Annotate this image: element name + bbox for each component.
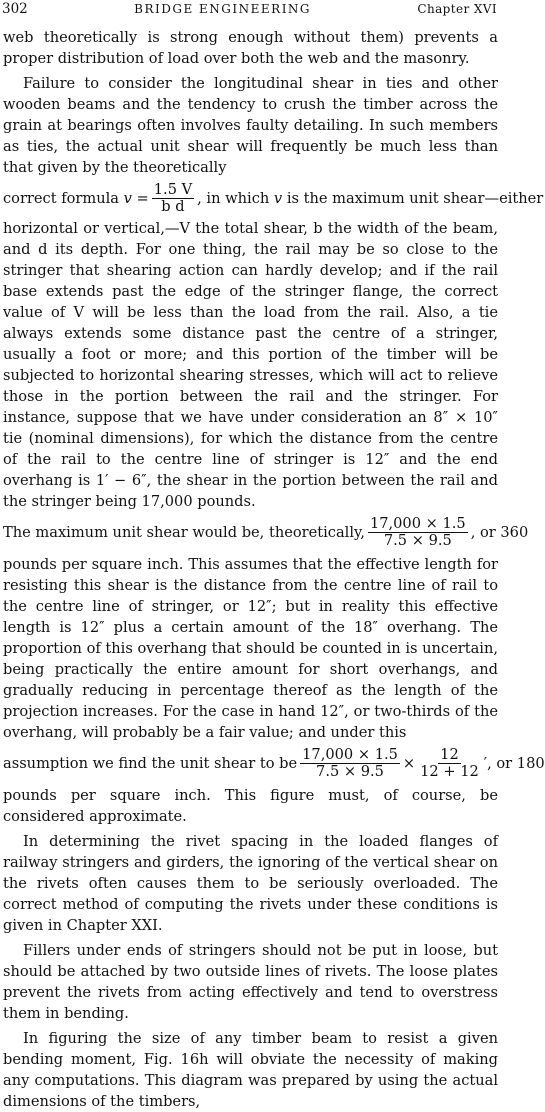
formula-line-1 xyxy=(3,180,544,216)
text-span: , in which xyxy=(197,189,270,207)
page-header xyxy=(2,1,497,21)
formula-line-2 xyxy=(3,512,529,552)
paragraph-2-lead: Failure to consider the longitudinal shear in ties and other wooden beams and the tendency to crush the timber across the grain at bearings often involves faulty detailing. In such members as ties, the actual unit shear will frequently be much less than that given by the theoretically xyxy=(3,75,498,176)
unit-shear-fraction xyxy=(300,747,400,780)
fraction-denominator: 12 + 12 xyxy=(420,762,479,780)
paragraph-2 xyxy=(3,73,545,827)
shear-formula-fraction xyxy=(152,182,194,215)
running-title: BRIDGE ENGINEERING xyxy=(134,2,312,16)
max-shear-fraction xyxy=(368,516,468,549)
text-span: is the maximum unit shear—either xyxy=(286,189,544,207)
formula-lhs: v = xyxy=(123,189,149,207)
fraction-numerator: 17,000 × 1.5 xyxy=(369,514,466,532)
paragraph-2-body: horizontal or vertical,—V the total shear, b the width of the beam, and d its depth. For one thing, the rail may be so close to the stringer that shearing action can hardly develop; and if the rail base extends past the edge of the stringer flange, the correct value of V will be less than the load from the rail. Also, a tie always extends some distance past the centre of a stringer, usually a foot or more; and this portion of the timber will be subjected to horizontal shearing stresses, which will act to relieve those in the portion between the rail and the stringer. For instance, suppose that we have under consideration an 8″ × 10″ tie (nominal dimensions), for which the distance from the centre of the rail to the centre line of stringer is 12″ and the end overhang is 1′ − 6″, the shear in the portion between the rail and the stringer being 17,000 pounds. xyxy=(3,220,498,510)
length-ratio-fraction xyxy=(418,747,481,780)
formula-line-3 xyxy=(3,743,545,783)
page-number: 302 xyxy=(2,1,28,17)
paragraph-5: In figuring the size of any timber beam to resist a given bending moment, Fig. 16h will obviate the necessity of making any computations. This diagram was prepared by using the actual dimensions of the timbers, xyxy=(3,1030,498,1110)
page-body xyxy=(3,27,545,1112)
fraction-numerator: 12 xyxy=(440,745,459,763)
fraction-denominator: 7.5 × 9.5 xyxy=(383,531,452,549)
fraction-denominator: 7.5 × 9.5 xyxy=(316,762,384,780)
paragraph-2-continued: pounds per square inch. This assumes that the effective length for resisting this shear is the distance from the centre line of rail to the centre line of stringer, or 12″; but in reality this effective length is 12″ plus a certain amount of the 18″ overhang. The proportion of this overhang that should be counted in is uncertain, being practically the entire amount for short overhangs, and gradually reducing in percentage thereof as the length of the projection increases. For the case in hand 12″, or two-thirds of the overhang, will probably be a fair value; and under this xyxy=(3,556,498,741)
text-span: correct formula xyxy=(3,189,119,207)
paragraph-1: web theoretically is strong enough without them) prevents a proper distribution of load over both the web and the masonry. xyxy=(3,29,498,67)
fraction-denominator: b d xyxy=(161,197,185,215)
text-span: The maximum unit shear would be, theoretically, xyxy=(3,523,365,541)
variable-v: v xyxy=(273,189,283,207)
fraction-numerator: 17,000 × 1.5 xyxy=(302,745,398,763)
multiply-sign: × xyxy=(402,754,416,772)
paragraph-3: In determining the rivet spacing in the loaded flanges of railway stringers and girders, the ignoring of the vertical shear on the rivets often causes them to be seriously overloaded. The correct method of computing the rivets under these conditions is given in Chapter XXI. xyxy=(3,833,498,934)
text-span: ′, or 180 xyxy=(483,754,545,772)
fraction-numerator: 1.5 V xyxy=(153,180,193,198)
chapter-label: Chapter XVI xyxy=(417,2,497,16)
paragraph-4: Fillers under ends of stringers should not be put in loose, but should be attached by two outside lines of rivets. The loose plates prevent the rivets from acting effectively and tend to overstress them in bending. xyxy=(3,942,498,1022)
text-span: assumption we find the unit shear to be xyxy=(3,754,298,772)
text-span: , or 360 xyxy=(470,523,529,541)
paragraph-2-end: pounds per square inch. This figure must, of course, be considered approximate. xyxy=(3,787,498,825)
